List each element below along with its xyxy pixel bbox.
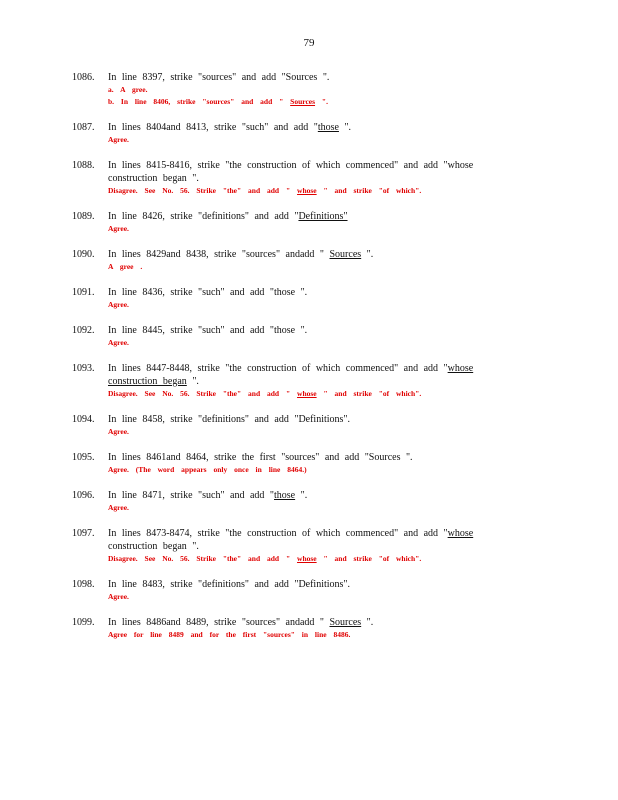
underlined-text: whose xyxy=(297,186,317,195)
entry-body xyxy=(108,451,542,476)
instruction-line xyxy=(108,451,542,464)
text-segment: Agree. xyxy=(108,503,129,512)
entry-number: 1089. xyxy=(72,211,95,222)
text-segment: In lines 8447-8448, strike "the construction of which commenced" and add " xyxy=(108,363,448,374)
text-segment: In lines 8486and 8489, strike "sources" andadd " xyxy=(108,617,330,628)
text-segment: In lines 8415-8416, strike "the construction of which commenced" and add "whose xyxy=(108,160,474,171)
instruction-line xyxy=(108,210,542,223)
instruction-line xyxy=(108,71,542,84)
text-segment: Agree for line 8489 and for the first "sources" in line 8486. xyxy=(108,630,351,639)
underlined-text: Sources xyxy=(329,249,362,260)
amendment-entry xyxy=(72,413,542,438)
entry-number: 1090. xyxy=(72,249,95,260)
text-segment: Disagree. See No. 56. Strike "the" and add " xyxy=(108,389,298,398)
amendment-entry xyxy=(72,121,542,146)
response-note xyxy=(108,185,542,197)
response-note xyxy=(108,553,542,565)
response-note xyxy=(108,223,542,235)
underlined-text: Sources xyxy=(290,97,316,106)
text-segment: In line 8471, strike "such" and add " xyxy=(108,490,274,501)
entry-body xyxy=(108,324,542,349)
entry-body xyxy=(108,159,542,197)
text-segment: Agree. xyxy=(108,427,129,436)
entry-number: 1087. xyxy=(72,122,95,133)
text-segment: ". xyxy=(338,122,352,133)
amendment-entry xyxy=(72,362,542,400)
instruction-line xyxy=(108,121,542,134)
text-segment: In line 8458, strike "definitions" and add "Definitions". xyxy=(108,414,351,425)
text-segment: In lines 8429and 8438, strike "sources" andadd " xyxy=(108,249,330,260)
text-segment: Agree. xyxy=(108,224,129,233)
text-segment: Disagree. See No. 56. Strike "the" and add " xyxy=(108,186,298,195)
instruction-line xyxy=(108,578,542,591)
amendment-entry xyxy=(72,286,542,311)
underlined-text: Definitions" xyxy=(298,211,348,222)
response-note xyxy=(108,96,542,108)
response-note xyxy=(108,426,542,438)
underlined-text: those xyxy=(274,490,296,501)
entry-body xyxy=(108,248,542,273)
entry-number: 1095. xyxy=(72,452,95,463)
text-segment: Agree. xyxy=(108,135,129,144)
instruction-line xyxy=(108,413,542,426)
text-segment: A gree . xyxy=(108,262,143,271)
text-segment: In line 8436, strike "such" and add "those ". xyxy=(108,287,308,298)
response-note xyxy=(108,337,542,349)
text-segment: Agree. xyxy=(108,338,129,347)
underlined-text: whose xyxy=(297,389,317,398)
text-segment: Agree. xyxy=(108,592,129,601)
entry-body xyxy=(108,71,542,108)
text-segment: In lines 8473-8474, strike "the construction of which commenced" and add " xyxy=(108,528,448,539)
entry-number: 1086. xyxy=(72,72,95,83)
underlined-text: whose xyxy=(297,554,317,563)
instruction-line xyxy=(108,324,542,337)
amendment-entry xyxy=(72,210,542,235)
response-note xyxy=(108,299,542,311)
entry-body xyxy=(108,489,542,514)
text-segment: Disagree. See No. 56. Strike "the" and add " xyxy=(108,554,298,563)
text-segment: b. In line 8406, strike "sources" and add " xyxy=(108,97,291,106)
text-segment: ". xyxy=(315,97,328,106)
entry-body xyxy=(108,578,542,603)
amendment-entry xyxy=(72,159,542,197)
text-segment: " and strike "of which". xyxy=(316,186,422,195)
text-segment: In line 8426, strike "definitions" and add " xyxy=(108,211,299,222)
underlined-text: whose xyxy=(447,528,474,539)
instruction-line xyxy=(108,540,542,553)
entry-body xyxy=(108,286,542,311)
text-segment: ". xyxy=(295,490,308,501)
text-segment: In line 8397, strike "sources" and add "Sources ". xyxy=(108,72,330,83)
text-segment: ". xyxy=(186,376,199,387)
instruction-line xyxy=(108,527,542,540)
underlined-text: those xyxy=(317,122,339,133)
text-segment: In lines 8461and 8464, strike the first "sources" and add "Sources ". xyxy=(108,452,413,463)
amendment-entry xyxy=(72,616,542,641)
amendment-entry xyxy=(72,248,542,273)
instruction-line xyxy=(108,286,542,299)
underlined-text: whose xyxy=(447,363,474,374)
text-segment: a. A gree. xyxy=(108,85,148,94)
amendment-entry xyxy=(72,578,542,603)
amendment-entry xyxy=(72,527,542,565)
instruction-line xyxy=(108,172,542,185)
entry-body xyxy=(108,362,542,400)
entry-body xyxy=(108,121,542,146)
instruction-line xyxy=(108,159,542,172)
amendment-list xyxy=(72,71,542,654)
entry-number: 1088. xyxy=(72,160,95,171)
instruction-line xyxy=(108,248,542,261)
text-segment: " and strike "of which". xyxy=(316,389,422,398)
amendment-entry xyxy=(72,451,542,476)
instruction-line xyxy=(108,616,542,629)
entry-number: 1096. xyxy=(72,490,95,501)
instruction-line xyxy=(108,375,542,388)
instruction-line xyxy=(108,362,542,375)
response-note xyxy=(108,502,542,514)
text-segment: Agree. (The word appears only once in line 8464.) xyxy=(108,465,307,474)
text-segment: ". xyxy=(361,249,374,260)
entry-number: 1094. xyxy=(72,414,95,425)
amendment-entry xyxy=(72,324,542,349)
underlined-text: construction began xyxy=(108,376,187,387)
entry-number: 1091. xyxy=(72,287,95,298)
response-note xyxy=(108,84,542,96)
text-segment: In line 8483, strike "definitions" and add "Definitions". xyxy=(108,579,351,590)
entry-body xyxy=(108,527,542,565)
entry-number: 1092. xyxy=(72,325,95,336)
entry-number: 1093. xyxy=(72,363,95,374)
text-segment: " and strike "of which". xyxy=(316,554,422,563)
entry-number: 1097. xyxy=(72,528,95,539)
entry-number: 1098. xyxy=(72,579,95,590)
response-note xyxy=(108,629,542,641)
entry-body xyxy=(108,413,542,438)
text-segment: Agree. xyxy=(108,300,129,309)
text-segment: In line 8445, strike "such" and add "those ". xyxy=(108,325,308,336)
amendment-entry xyxy=(72,489,542,514)
text-segment: construction began ". xyxy=(108,173,199,184)
response-note xyxy=(108,261,542,273)
text-segment: ". xyxy=(361,617,374,628)
underlined-text: Sources xyxy=(329,617,362,628)
response-note xyxy=(108,464,542,476)
response-note xyxy=(108,388,542,400)
response-note xyxy=(108,134,542,146)
entry-body xyxy=(108,210,542,235)
instruction-line xyxy=(108,489,542,502)
entry-number: 1099. xyxy=(72,617,95,628)
amendment-entry xyxy=(72,71,542,108)
response-note xyxy=(108,591,542,603)
text-segment: In lines 8404and 8413, strike "such" and add " xyxy=(108,122,318,133)
entry-body xyxy=(108,616,542,641)
text-segment: construction began ". xyxy=(108,541,199,552)
page-number: 79 xyxy=(303,37,315,49)
